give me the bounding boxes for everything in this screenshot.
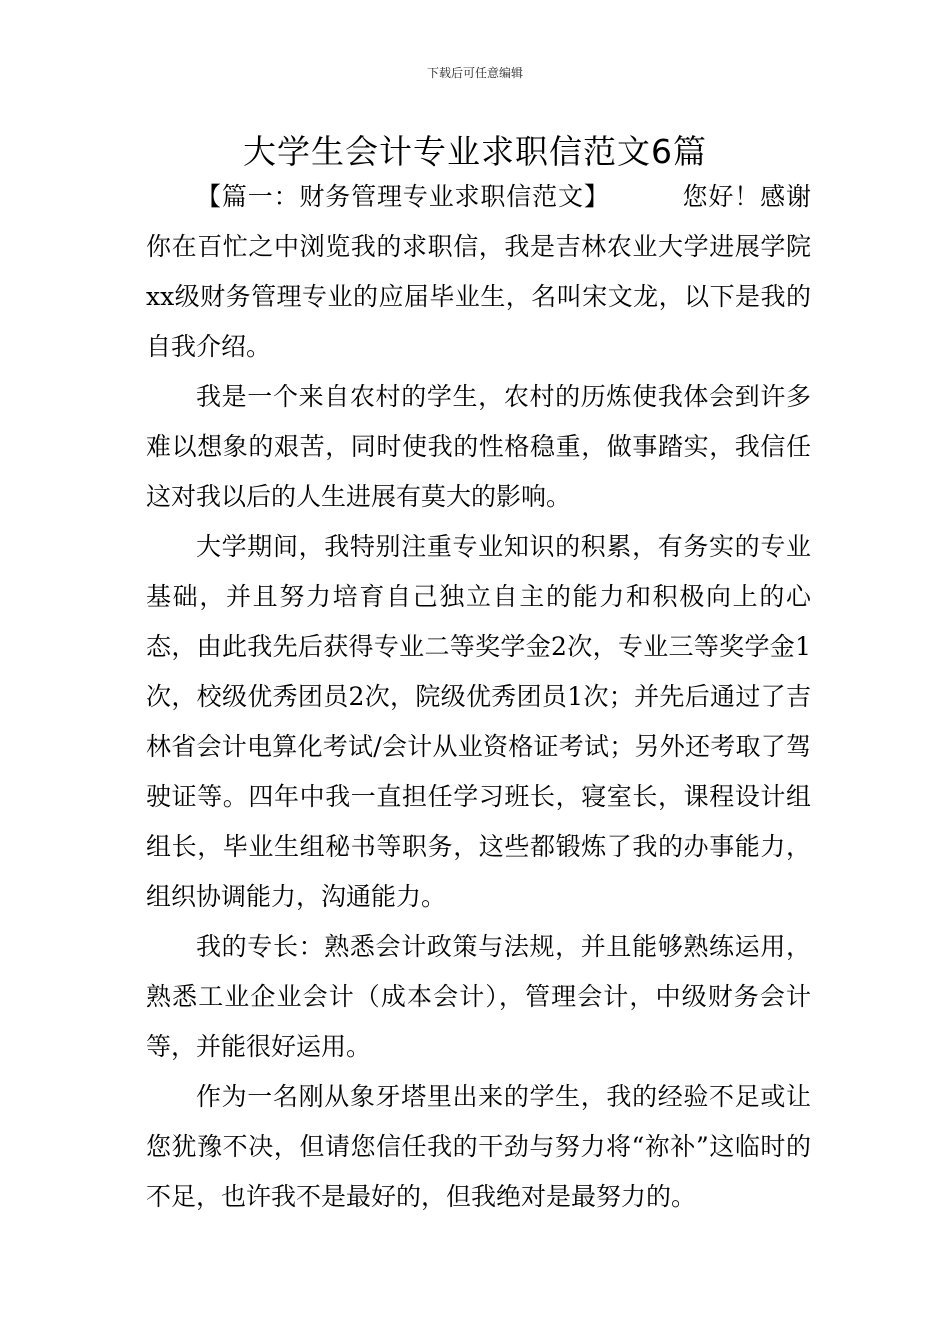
paragraph-intro xyxy=(146,172,811,372)
paragraph: 我的专长：熟悉会计政策与法规，并且能够熟练运用，熟悉工业企业会计（成本会计），管理会计，中级财务会计等，并能很好运用。 xyxy=(146,932,811,1061)
paragraph: 作为一名刚从象牙塔里出来的学生，我的经验不足或让您犹豫不决，但请您信任我的干劲与努力将“祢补”这临时的不足，也许我不是最好的，但我绝对是最努力的。 xyxy=(146,1082,811,1211)
paragraph: 大学期间，我特别注重专业知识的积累，有务实的专业基础，并且努力培育自己独立自主的能力和积极向上的心态，由此我先后获得专业二等奖学金2次，专业三等奖学金1次，校级优秀团员2次，院级优秀团员1次；并先后通过了吉林省会计电算化考试/会计从业资格证考试；另外还考取了驾驶证等。四年中我一直担任学习班长，寝室长，课程设计组组长，毕业生组秘书等职务，这些都锻炼了我的办事能力，组织协调能力，沟通能力。 xyxy=(146,532,811,911)
document-title: 大学生会计专业求职信范文6篇 xyxy=(243,132,707,171)
opening-text: 您好！感谢你在百忙之中浏览我的求职信，我是吉林农业大学进展学院xx级财务管理专业的应届毕业生，名叫宋文龙，以下是我的自我介绍。 xyxy=(146,182,811,361)
header-note: 下载后可任意编辑 xyxy=(426,66,523,80)
section-heading: 【篇一：财务管理专业求职信范文】 xyxy=(196,182,610,211)
document-body xyxy=(146,172,811,1222)
paragraph: 我是一个来自农村的学生，农村的历炼使我体会到许多难以想象的艰苦，同时使我的性格稳重，做事踏实，我信任这对我以后的人生进展有莫大的影响。 xyxy=(146,382,811,511)
